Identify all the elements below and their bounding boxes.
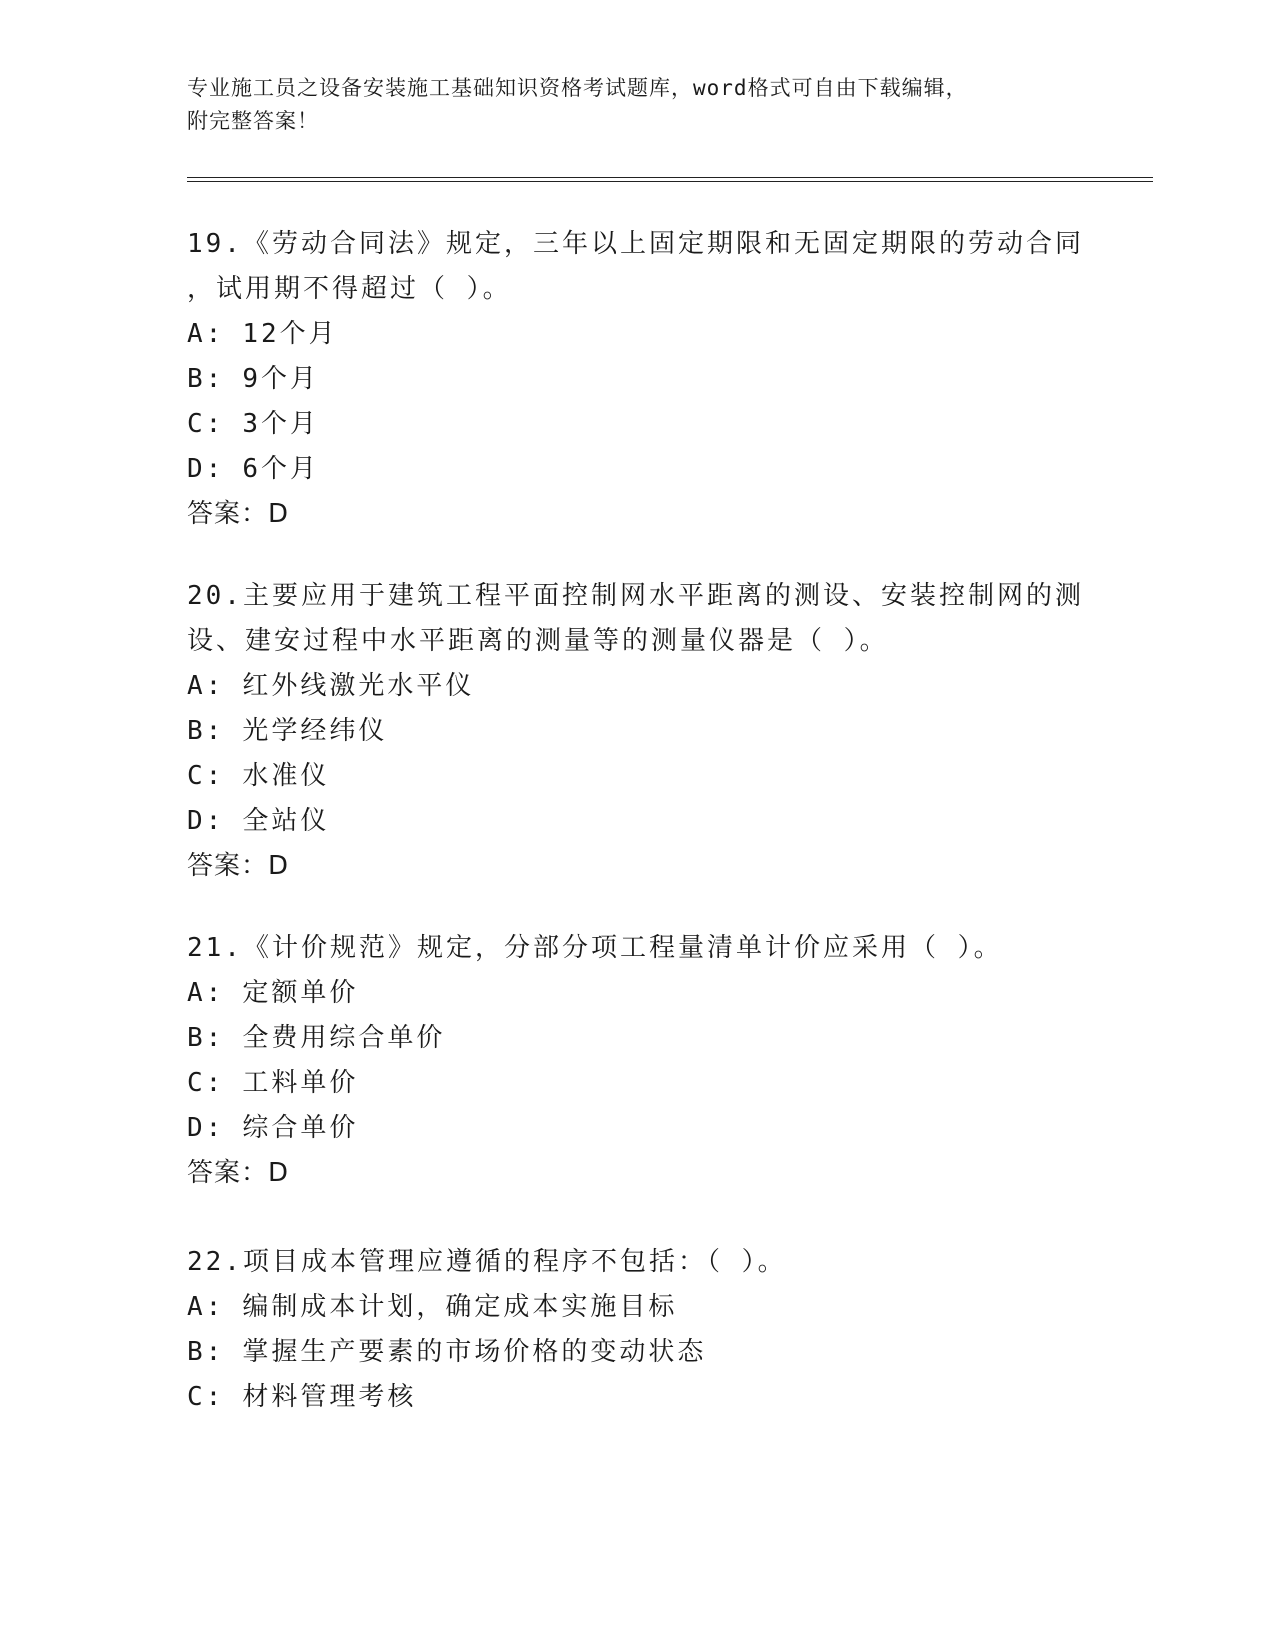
option-text: 9个月 — [242, 364, 319, 394]
question-21 — [187, 926, 1087, 1196]
answer-line: 答案：D — [187, 499, 290, 529]
header-line-2: 附完整答案！ — [187, 109, 319, 133]
option-b — [187, 1330, 1087, 1375]
option-text: 光学经纬仪 — [242, 716, 388, 746]
question-stem-line: 22.项目成本管理应遵循的程序不包括：（ ）。 — [187, 1247, 787, 1277]
question-stem-line: 20.主要应用于建筑工程平面控制网水平距离的测设、安装控制网的测 — [187, 581, 1084, 611]
option-c — [187, 402, 1087, 447]
option-key: A: — [187, 1292, 225, 1322]
option-key: B: — [187, 716, 225, 746]
question-stem-line: ，试用期不得超过（ ）。 — [187, 274, 512, 304]
option-text: 综合单价 — [242, 1113, 359, 1143]
question-22 — [187, 1240, 1087, 1420]
option-key: D: — [187, 1113, 225, 1143]
option-key: D: — [187, 454, 225, 484]
option-c — [187, 754, 1087, 799]
option-a — [187, 312, 1087, 357]
option-text: 定额单价 — [242, 978, 359, 1008]
option-key: D: — [187, 806, 225, 836]
option-text: 全费用综合单价 — [242, 1023, 446, 1053]
option-key: C: — [187, 761, 225, 791]
option-text: 材料管理考核 — [242, 1382, 417, 1412]
answer-line: 答案：D — [187, 851, 290, 881]
option-a — [187, 971, 1087, 1016]
question-stem-line: 19.《劳动合同法》规定，三年以上固定期限和无固定期限的劳动合同 — [187, 229, 1084, 259]
question-20 — [187, 574, 1087, 889]
header-double-rule — [187, 177, 1153, 182]
option-text: 编制成本计划，确定成本实施目标 — [242, 1292, 678, 1322]
option-b — [187, 1016, 1087, 1061]
header-line-1: 专业施工员之设备安装施工基础知识资格考试题库，word格式可自由下载编辑， — [187, 76, 968, 100]
option-text: 全站仪 — [242, 806, 330, 836]
option-key: A: — [187, 671, 225, 701]
answer-line: 答案：D — [187, 1158, 290, 1188]
question-19 — [187, 222, 1087, 537]
option-text: 6个月 — [242, 454, 319, 484]
option-key: C: — [187, 1382, 225, 1412]
option-b — [187, 357, 1087, 402]
option-text: 3个月 — [242, 409, 319, 439]
option-key: C: — [187, 1068, 225, 1098]
option-d — [187, 1106, 1087, 1151]
option-a — [187, 1285, 1087, 1330]
option-text: 工料单价 — [242, 1068, 359, 1098]
option-c — [187, 1375, 1087, 1420]
option-c — [187, 1061, 1087, 1106]
option-key: B: — [187, 364, 225, 394]
option-text: 水准仪 — [242, 761, 330, 791]
option-key: A: — [187, 319, 225, 349]
option-key: B: — [187, 1337, 225, 1367]
document-header — [187, 72, 1087, 138]
option-text: 掌握生产要素的市场价格的变动状态 — [242, 1337, 707, 1367]
option-b — [187, 709, 1087, 754]
option-a — [187, 664, 1087, 709]
option-text: 12个月 — [242, 319, 338, 349]
option-key: A: — [187, 978, 225, 1008]
option-key: B: — [187, 1023, 225, 1053]
option-key: C: — [187, 409, 225, 439]
option-d — [187, 447, 1087, 492]
question-stem-line: 设、建安过程中水平距离的测量等的测量仪器是（ ）。 — [187, 626, 889, 656]
question-stem-line: 21.《计价规范》规定，分部分项工程量清单计价应采用（ ）。 — [187, 933, 1003, 963]
option-text: 红外线激光水平仪 — [242, 671, 475, 701]
option-d — [187, 799, 1087, 844]
